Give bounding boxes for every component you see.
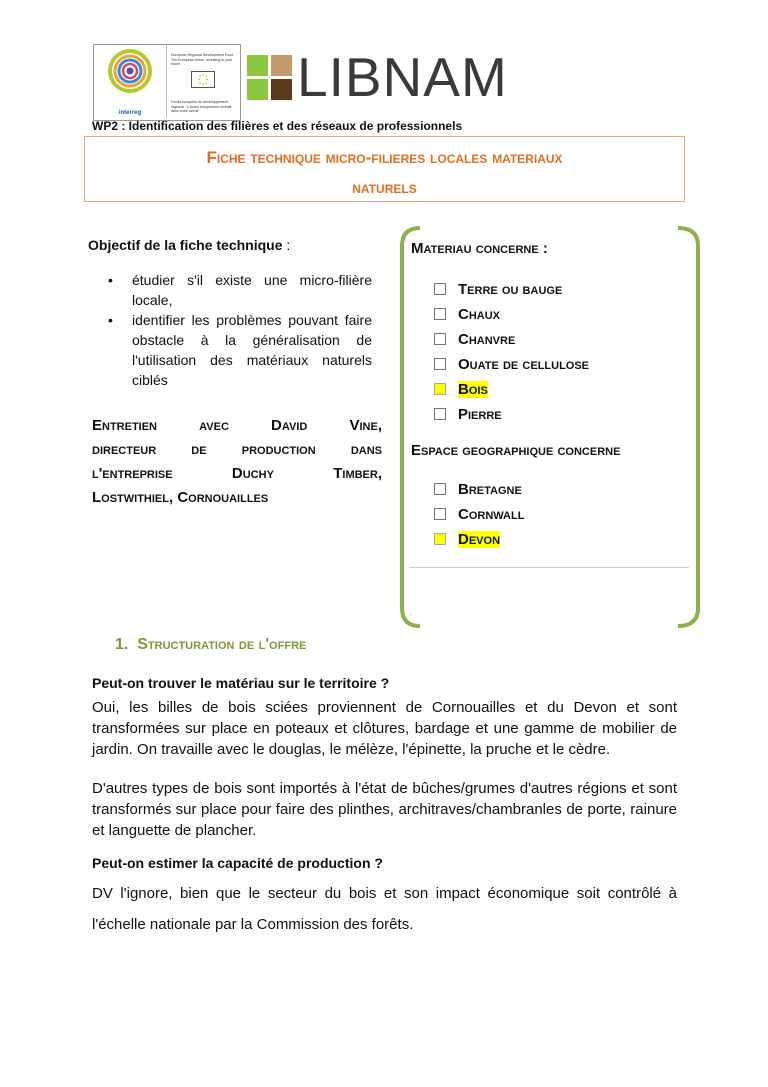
objective-label: [88, 237, 290, 253]
objective-list: [108, 270, 372, 390]
material-option-chaux[interactable]: [434, 304, 500, 326]
material-option-ouate[interactable]: [434, 354, 589, 376]
interview-line: Lostwithiel, Cornouailles: [92, 489, 269, 506]
objective-item-text: étudier s'il existe une micro-filière locale,: [132, 272, 372, 308]
objective-label-text: Objectif de la fiche technique: [88, 237, 283, 253]
option-label: Bois: [458, 381, 488, 398]
interreg-logo: [94, 45, 167, 118]
material-option-bois[interactable]: [434, 379, 488, 401]
interview-line: Entretien avec David Vine,: [92, 417, 382, 434]
answer-2-paragraph: DV l'ignore, bien que le secteur du bois et son impact économique soit contrôlé à l'échelle nationale par la Commission des forêts.: [92, 885, 677, 933]
frame-divider: [409, 567, 689, 568]
question-1: Peut-on trouver le matériau sur le territoire ?: [92, 675, 390, 691]
libnam-brand: LIBNAM: [297, 46, 508, 108]
bullet-icon: •: [108, 312, 113, 328]
eu-logo: [167, 45, 239, 118]
option-label: Chanvre: [458, 331, 516, 348]
material-option-pierre[interactable]: [434, 404, 502, 426]
answer-1-paragraph-1: Oui, les billes de bois sciées proviennent de Cornouailles et du Devon et sont transformées sur place en poteaux et clôtures, bardage et une gamme de mobilier de jardin. On travaille avec le douglas, le mélèze, l'épinette, la pruche et le cèdre.: [92, 699, 677, 758]
eu-text-en: European Regional Development Fund · The European Union, investing in your future: [171, 53, 236, 66]
checkbox-icon[interactable]: [434, 383, 446, 395]
option-label: Chaux: [458, 306, 501, 323]
option-label: Ouate de cellulose: [458, 356, 590, 373]
checkbox-icon[interactable]: [434, 333, 446, 345]
option-label: Cornwall: [458, 506, 525, 523]
checkbox-icon[interactable]: [434, 358, 446, 370]
eu-flag-icon: [191, 71, 215, 88]
option-label: Terre ou bauge: [458, 281, 563, 298]
checkbox-icon[interactable]: [434, 408, 446, 420]
bullet-icon: •: [108, 272, 113, 288]
interreg-rings-icon: [108, 49, 152, 93]
option-label: Bretagne: [458, 481, 522, 498]
objective-label-suffix: :: [282, 237, 291, 253]
section-title: [115, 636, 306, 654]
checkbox-icon[interactable]: [434, 508, 446, 520]
interview-line: directeur de production dans: [92, 441, 382, 458]
title-line-1: Fiche technique micro-filieres locales materiaux: [206, 148, 563, 167]
material-option-chanvre[interactable]: [434, 329, 515, 351]
wp2-heading: WP2 : Identification des filières et des réseaux de professionnels: [92, 119, 463, 133]
material-option-terre[interactable]: [434, 279, 562, 301]
list-item: [108, 270, 372, 310]
interview-line: l'entreprise Duchy Timber,: [92, 465, 382, 482]
checkbox-icon[interactable]: [434, 483, 446, 495]
question-2: Peut-on estimer la capacité de production ?: [92, 855, 383, 871]
option-label: Devon: [458, 531, 501, 548]
geo-option-cornwall[interactable]: [434, 504, 524, 526]
eu-text-fr: Fonds européen de développement régional · L'Union européenne investit dans votre avenir: [171, 100, 232, 113]
document-title: [85, 143, 684, 203]
interview-heading: [92, 414, 382, 510]
checkbox-icon[interactable]: [434, 533, 446, 545]
list-item: [108, 310, 372, 390]
interreg-label: interreg: [118, 110, 142, 116]
geo-option-bretagne[interactable]: [434, 479, 522, 501]
frame-dot: .: [409, 608, 412, 617]
checkbox-icon[interactable]: [434, 308, 446, 320]
title-box: [84, 136, 685, 202]
partner-logos: [93, 44, 241, 121]
answer-1-paragraph-2: D'autres types de bois sont importés à l'état de bûches/grumes d'autres régions et sont transformés sur place pour faire des plinthes, architraves/chambranles de porte, rainure et languette de plancher.: [92, 780, 677, 839]
title-line-2: naturels: [352, 178, 417, 197]
option-label: Pierre: [458, 406, 502, 423]
libnam-squares-icon: [247, 55, 295, 101]
section-number: 1.: [115, 636, 129, 653]
checkbox-icon[interactable]: [434, 283, 446, 295]
objective-item-text: identifier les problèmes pouvant faire obstacle à la généralisation de l'utilisation des matériaux naturels ciblés: [132, 312, 372, 388]
material-title: Materiau concerne :: [411, 240, 548, 257]
section-title-text: Structuration de l'offre: [137, 636, 307, 653]
geography-title: Espace geographique concerne: [411, 442, 621, 459]
geo-option-devon[interactable]: [434, 529, 500, 551]
